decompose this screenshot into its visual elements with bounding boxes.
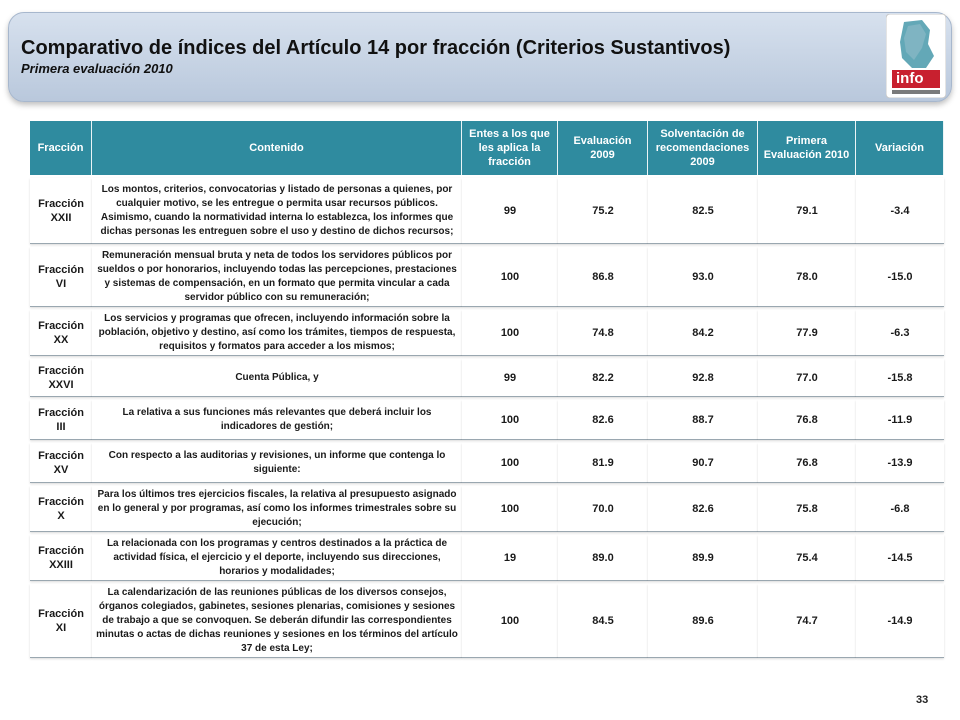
table-row (30, 310, 944, 356)
cell-eval-2009: 70.0 (558, 486, 648, 532)
table-row (30, 178, 944, 244)
cell-entes: 100 (462, 443, 558, 483)
cell-eval-2010: 78.0 (758, 247, 856, 307)
cell-solv-2009: 89.6 (648, 584, 758, 658)
cell-solv-2009: 82.5 (648, 178, 758, 244)
cell-fraccion: Fracción XXVI (30, 359, 92, 397)
cell-variacion: -14.9 (856, 584, 944, 658)
col-header-fraccion: Fracción (30, 121, 92, 175)
cell-eval-2010: 76.8 (758, 400, 856, 440)
cell-solv-2009: 92.8 (648, 359, 758, 397)
cell-fraccion: Fracción XV (30, 443, 92, 483)
cell-solv-2009: 88.7 (648, 400, 758, 440)
cell-fraccion: Fracción VI (30, 247, 92, 307)
table-row (30, 400, 944, 440)
cell-contenido: La relacionada con los programas y centros destinados a la práctica de actividad física, el ejercicio y el deporte, incluyendo sus direcciones, horarios y modalidades; (92, 535, 462, 581)
title-banner (8, 12, 952, 102)
criterios-table (30, 118, 944, 661)
cell-variacion: -14.5 (856, 535, 944, 581)
cell-entes: 99 (462, 359, 558, 397)
logo-label: info (896, 70, 924, 87)
cell-variacion: -11.9 (856, 400, 944, 440)
cell-eval-2009: 75.2 (558, 178, 648, 244)
table-row (30, 584, 944, 658)
table-row (30, 486, 944, 532)
table-row (30, 247, 944, 307)
cell-fraccion: Fracción XX (30, 310, 92, 356)
cell-solv-2009: 89.9 (648, 535, 758, 581)
cell-contenido: Cuenta Pública, y (92, 359, 462, 397)
cell-entes: 100 (462, 247, 558, 307)
cell-entes: 100 (462, 400, 558, 440)
col-header-entes: Entes a los que les aplica la fracción (462, 121, 558, 175)
col-header-solventacion-2009: Solventación de recomendaciones 2009 (648, 121, 758, 175)
table-row (30, 535, 944, 581)
page-title: Comparativo de índices del Artículo 14 por fracción (Criterios Sustantivos) (21, 37, 731, 59)
cell-eval-2009: 84.5 (558, 584, 648, 658)
cell-variacion: -13.9 (856, 443, 944, 483)
cell-eval-2010: 75.4 (758, 535, 856, 581)
cell-variacion: -6.8 (856, 486, 944, 532)
cell-contenido: Remuneración mensual bruta y neta de todos los servidores públicos por sueldos o por honorarios, incluyendo todas las percepciones, prestaciones y sistemas de compensación, en un formato que permita vincular a cada servidor público con su remuneración; (92, 247, 462, 307)
cell-contenido: Los servicios y programas que ofrecen, incluyendo información sobre la población, objetivo y destino, así como los trámites, tiempos de respuesta, requisitos y formatos para acceder a los mismos; (92, 310, 462, 356)
cell-contenido: Con respecto a las auditorias y revisiones, un informe que contenga lo siguiente: (92, 443, 462, 483)
table-row (30, 359, 944, 397)
cell-fraccion: Fracción XXII (30, 178, 92, 244)
cell-eval-2009: 82.2 (558, 359, 648, 397)
col-header-contenido: Contenido (92, 121, 462, 175)
cell-eval-2009: 74.8 (558, 310, 648, 356)
cell-solv-2009: 82.6 (648, 486, 758, 532)
cell-eval-2009: 89.0 (558, 535, 648, 581)
col-header-evaluacion-2010: Primera Evaluación 2010 (758, 121, 856, 175)
cell-eval-2009: 86.8 (558, 247, 648, 307)
cell-entes: 99 (462, 178, 558, 244)
cell-entes: 19 (462, 535, 558, 581)
cell-contenido: La calendarización de las reuniones públicas de los diversos consejos, órganos colegiados, gabinetes, sesiones plenarias, comisiones y sesiones de trabajo a que se convoquen. Se deberán difundir las correspondientes minutas o actas de dichas reuniones y sesiones en los términos del artículo 37 de esta Ley; (92, 584, 462, 658)
cell-fraccion: Fracción XXIII (30, 535, 92, 581)
page-subtitle: Primera evaluación 2010 (21, 61, 173, 76)
cell-eval-2010: 74.7 (758, 584, 856, 658)
cell-variacion: -15.8 (856, 359, 944, 397)
cell-eval-2010: 75.8 (758, 486, 856, 532)
cell-entes: 100 (462, 486, 558, 532)
cell-entes: 100 (462, 584, 558, 658)
cell-entes: 100 (462, 310, 558, 356)
cell-fraccion: Fracción III (30, 400, 92, 440)
cell-solv-2009: 93.0 (648, 247, 758, 307)
col-header-evaluacion-2009: Evaluación 2009 (558, 121, 648, 175)
cell-eval-2009: 81.9 (558, 443, 648, 483)
cell-eval-2010: 79.1 (758, 178, 856, 244)
cell-solv-2009: 84.2 (648, 310, 758, 356)
table-header-row (30, 121, 944, 175)
cell-variacion: -15.0 (856, 247, 944, 307)
cell-variacion: -6.3 (856, 310, 944, 356)
cell-solv-2009: 90.7 (648, 443, 758, 483)
cell-eval-2010: 77.0 (758, 359, 856, 397)
cell-eval-2010: 77.9 (758, 310, 856, 356)
page-number: 33 (916, 694, 929, 706)
cell-variacion: -3.4 (856, 178, 944, 244)
col-header-variacion: Variación (856, 121, 944, 175)
table-row (30, 443, 944, 483)
cell-eval-2009: 82.6 (558, 400, 648, 440)
cell-fraccion: Fracción X (30, 486, 92, 532)
cell-contenido: La relativa a sus funciones más relevantes que deberá incluir los indicadores de gestión; (92, 400, 462, 440)
cell-eval-2010: 76.8 (758, 443, 856, 483)
cell-contenido: Para los últimos tres ejercicios fiscales, la relativa al presupuesto asignado en lo general y por programas, así como los informes trimestrales sobre su ejecución; (92, 486, 462, 532)
cell-contenido: Los montos, criterios, convocatorias y listado de personas a quienes, por cualquier motivo, se les entregue o permita usar recursos públicos. Asimismo, cuando la normatividad interna lo establezca, los informes que dichas personas les entreguen sobre el uso y destino de dichos recursos; (92, 178, 462, 244)
cell-fraccion: Fracción XI (30, 584, 92, 658)
